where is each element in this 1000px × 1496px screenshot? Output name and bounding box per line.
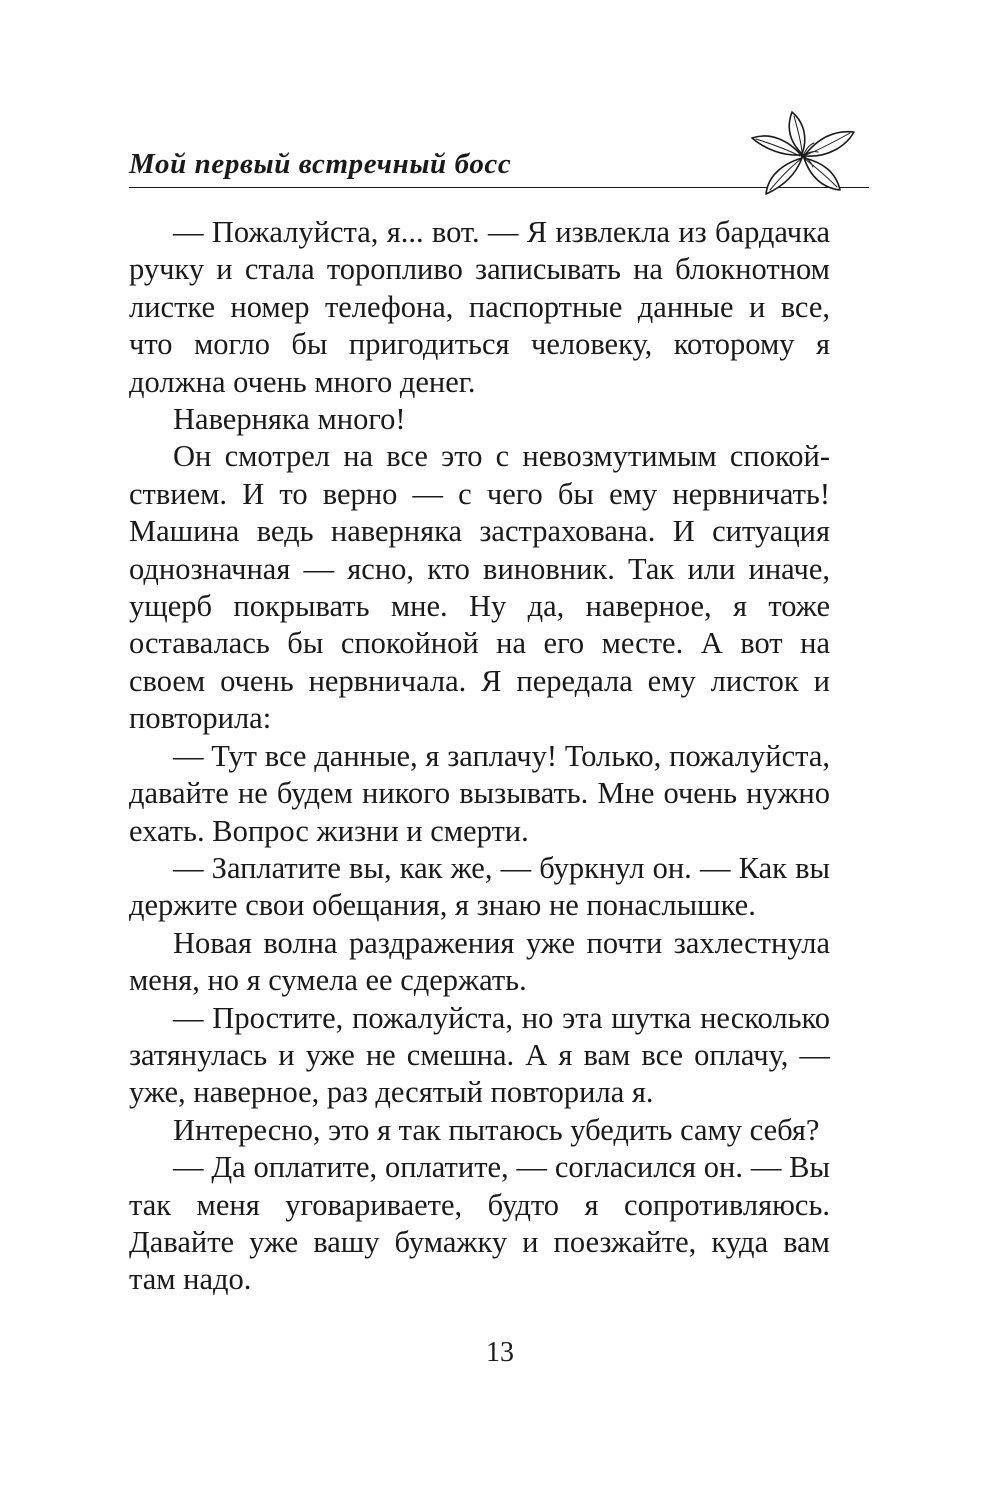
paragraph: — Заплатите вы, как же, — буркнул он. — Как вы держите свои обещания, я знаю не понаслышке. <box>129 850 830 923</box>
flower-icon <box>746 102 864 202</box>
body-text <box>129 214 830 1299</box>
paragraph: — Простите, пожалуйста, но эта шутка несколько затянулась и уже не смешна. А я вам все оплачу, — уже, наверное, раз десятый повторила я. <box>129 1000 830 1110</box>
paragraph: Он смотрел на все это с невозмутимым спокойствием. И то верно — с чего бы ему нервничать! Машина ведь наверняка застрахована. И ситуация однозначная — ясно, кто виновник. Так или иначе, ущерб покрывать мне. Ну да, наверное, я тоже оставалась бы спокойной на его месте. А вот на своем очень нервничала. Я передала ему листок и повторила: <box>129 439 830 736</box>
paragraph: — Да оплатите, оплатите, — согласился он. — Вы так меня уговариваете, будто я сопротивляюсь. Давайте уже вашу бумажку и поезжайте, куда вам там надо. <box>129 1150 830 1297</box>
paragraph: Новая волна раздражения уже почти захлестнула меня, но я сумела ее сдержать. <box>129 925 830 998</box>
flower-center <box>801 154 805 158</box>
paragraph: Наверняка много! <box>173 402 406 437</box>
page-number: 13 <box>486 1337 514 1368</box>
paragraph: — Тут все данные, я заплачу! Только, пожалуйста, давайте не будем никого вызывать. Мне очень нужно ехать. Вопрос жизни и смерти. <box>129 738 830 848</box>
book-title: Мой первый встречный босс <box>129 148 512 180</box>
paragraph: — Пожалуйста, я... вот. — Я извлекла из бардачка ручку и стала торопливо записывать на блокнотном листке номер телефона, паспортные данные и все, что могло бы пригодиться человеку, которому я должна очень много денег. <box>129 215 830 399</box>
paragraph: Интересно, это я так пытаюсь убедить саму себя? <box>173 1112 820 1147</box>
